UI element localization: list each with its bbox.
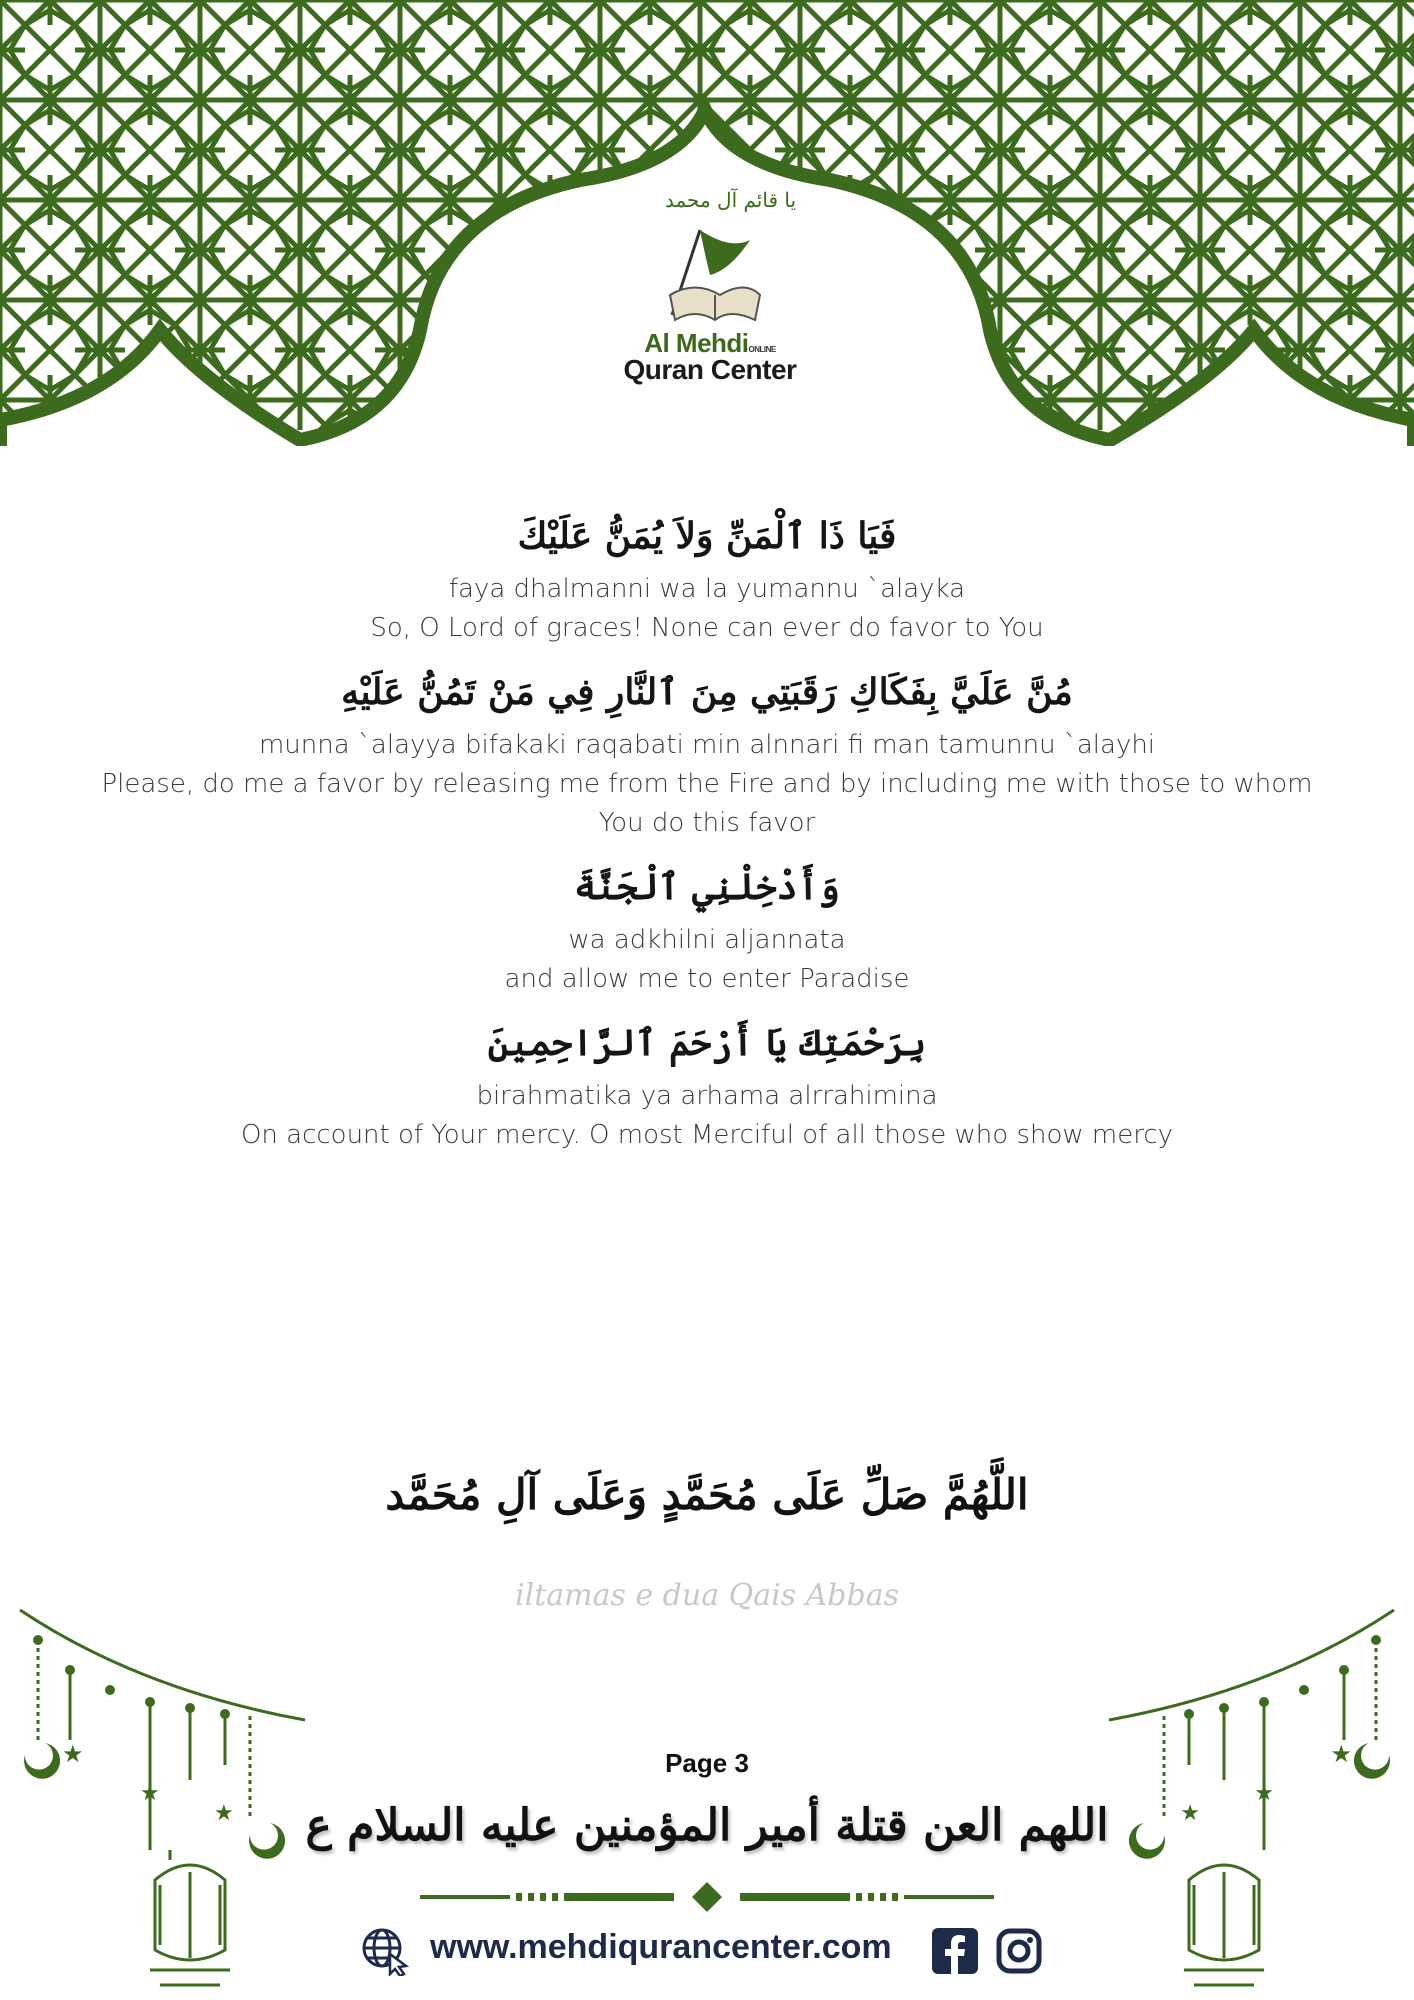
svg-text:★: ★ [1180,1801,1200,1826]
svg-text:★: ★ [1254,1781,1274,1806]
flag-quran-icon [610,180,810,330]
svg-text:★: ★ [214,1801,234,1826]
globe-icon [360,1926,410,1976]
verse-1 [100,510,1314,648]
salawat: اللَّهُمَّ صَلِّ عَلَى مُحَمَّدٍ وَعَلَى آلِ مُحَمَّد [385,1470,1029,1519]
verse-arabic: فَيَا ذَا ٱلْمَنِّ وَلاَ يُمَنُّ عَلَيْكَ [517,515,897,557]
svg-text:★: ★ [62,1740,84,1768]
verse-arabic: بِرَحْمَتِكَ يَا أَرْحَمَ ٱلرَّاحِمِينَ [487,1022,927,1064]
left-lantern-decoration [0,1590,320,2000]
right-lantern-decoration [1094,1590,1414,2000]
instagram-icon[interactable] [996,1928,1042,1974]
verse-2 [100,666,1314,843]
verse-translation: Please, do me a favor by releasing me from the Fire and by including me with those to whom You do this favor [101,769,1313,838]
footer [360,1922,1060,1982]
page-number: Page 3 [665,1748,749,1778]
verse-transliteration: wa adkhilni aljannata [568,925,846,955]
svg-text:★: ★ [1330,1740,1352,1768]
verse-3 [100,861,1314,999]
signature: iltamas e dua Qais Abbas [515,1578,899,1613]
logo-title-line2: Quran Center [623,354,797,385]
verse-translation: and allow me to enter Paradise [504,964,910,994]
verse-transliteration: munna `alayya bifakaki raqabati min alnnari fi man tamunnu `alayhi [258,730,1156,760]
logo-title-text: Al Mehdi [644,328,749,358]
logo-arabic-calligraphy: يا قائم آل محمد [665,188,797,212]
website-link[interactable]: www.mehdiqurancenter.com [430,1928,892,1966]
logo [610,180,810,390]
verse-translation: So, O Lord of graces! None can ever do favor to You [370,613,1044,643]
verse-4 [100,1017,1314,1155]
facebook-icon[interactable] [932,1928,978,1974]
verse-arabic: وَأَدْخِلْنِي ٱلْجَنَّةَ [574,866,840,908]
verse-transliteration: birahmatika ya arhama alrrahimina [476,1081,938,1111]
logo-online-badge: ONLINE [748,345,776,354]
ornamental-divider [420,1880,994,1914]
verse-translation: On account of Your mercy. O most Merciful of all those who show mercy [240,1120,1174,1150]
verse-arabic: مُنَّ عَلَيَّ بِفَكَاكِ رَقَبَتِي مِنَ ٱلنَّارِ فِي مَنْ تَمُنُّ عَلَيْهِ [341,671,1073,713]
dua-content [100,510,1314,1173]
verse-transliteration: faya dhalmanni wa la yumannu `alayka [448,574,966,604]
svg-text:★: ★ [140,1781,160,1806]
bottom-arabic-inscription: اللهم العن قتلة أمير المؤمنين عليه السلام ع [305,1800,1109,1851]
